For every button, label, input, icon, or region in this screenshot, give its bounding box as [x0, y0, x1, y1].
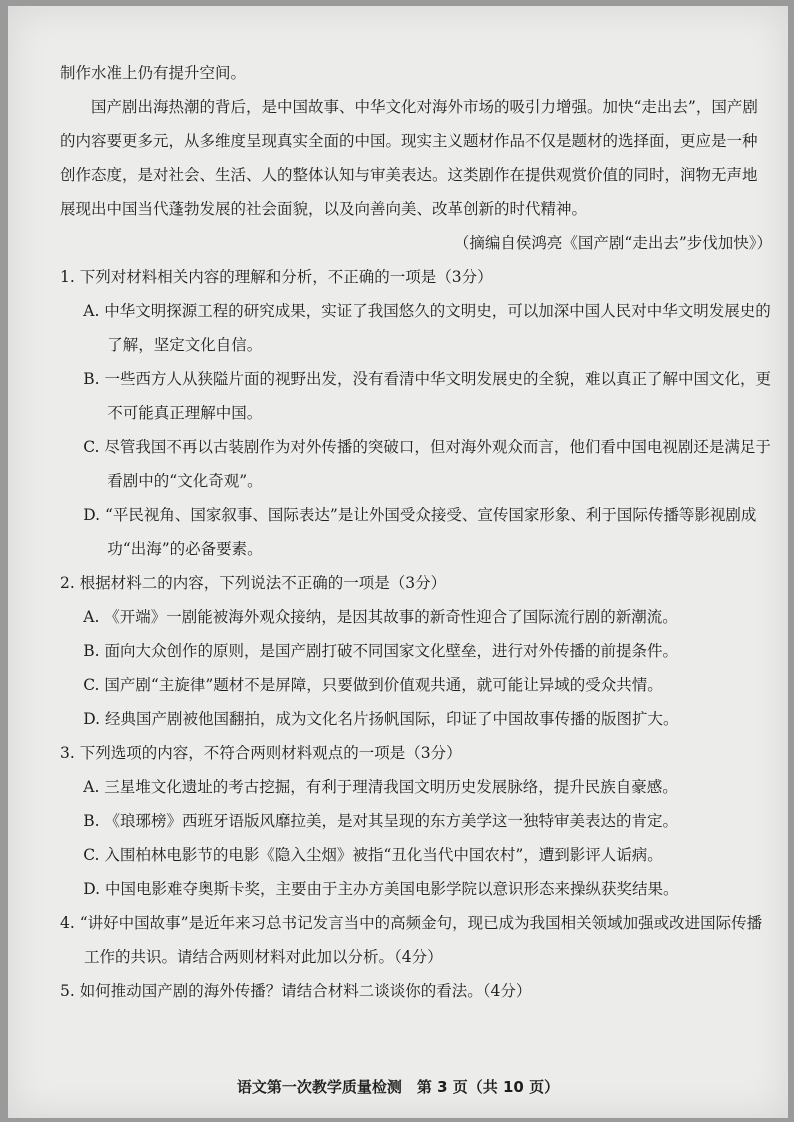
option-c: C. 尽管我国不再以古装剧作为对外传播的突破口，但对海外观众而言，他们看中国电视剧还是满足于看剧中的“文化奇观”。	[83, 438, 771, 490]
question-stem: 5. 如何推动国产剧的海外传播？请结合材料二谈谈你的看法。（4分）	[60, 982, 532, 1000]
passage-source: （摘编自侯鸿亮《国产剧“走出去”步伐加快》）	[453, 234, 772, 252]
exam-page	[8, 6, 788, 1118]
question-4	[60, 906, 772, 974]
option-d: D. “平民视角、国家叙事、国际表达”是让外国受众接受、宣传国家形象、利于国际传播等影视剧成功“出海”的必备要素。	[83, 506, 757, 558]
option-d: D. 中国电影难夺奥斯卡奖，主要由于主办方美国电影学院以意识形态来操纵获奖结果。	[83, 880, 679, 898]
option-a: A. 中华文明探源工程的研究成果，实证了我国悠久的文明史，可以加深中国人民对中华文明发展史的了解，坚定文化自信。	[83, 302, 771, 354]
option-b: B. 面向大众创作的原则，是国产剧打破不同国家文化壁垒，进行对外传播的前提条件。	[83, 642, 678, 660]
option-b: B. 《琅琊榜》西班牙语版风靡拉美，是对其呈现的东方美学这一独特审美表达的肯定。	[83, 812, 678, 830]
question-stem: 1. 下列对材料相关内容的理解和分析，不正确的一项是（3分）	[60, 268, 493, 286]
question-1	[60, 260, 772, 566]
question-stem: 4. “讲好中国故事”是近年来习总书记发言当中的高频金句，现已成为我国相关领域加强或改进国际传播工作的共识。请结合两则材料对此加以分析。（4分）	[60, 914, 763, 966]
option-d: D. 经典国产剧被他国翻拍，成为文化名片扬帆国际，印证了中国故事传播的版图扩大。	[83, 710, 679, 728]
question-2	[60, 566, 772, 736]
page-footer: 语文第一次教学质量检测 第 3 页（共 10 页）	[236, 1078, 560, 1096]
question-stem: 3. 下列选项的内容，不符合两则材料观点的一项是（3分）	[60, 744, 462, 762]
passage-paragraph: 国产剧出海热潮的背后，是中国故事、中华文化对海外市场的吸引力增强。加快“走出去”，国产剧的内容要更多元，从多维度呈现真实全面的中国。现实主义题材作品不仅是题材的选择面，更应是一种创作态度，是对社会、生活、人的整体认知与审美表达。这类剧作在提供观赏价值的同时，润物无声地展现出中国当代蓬勃发展的社会面貌，以及向善向美、改革创新的时代精神。	[60, 98, 758, 218]
question-5	[60, 974, 772, 1008]
page-content	[60, 56, 772, 1008]
option-c: C. 国产剧“主旋律”题材不是屏障，只要做到价值观共通，就可能让异域的受众共情。	[83, 676, 663, 694]
option-a: A. 三星堆文化遗址的考古挖掘，有利于理清我国文明历史发展脉络，提升民族自豪感。	[83, 778, 678, 796]
passage-line-tail: 制作水准上仍有提升空间。	[60, 64, 247, 82]
question-stem: 2. 根据材料二的内容，下列说法不正确的一项是（3分）	[60, 574, 447, 592]
question-3	[60, 736, 772, 906]
option-a: A. 《开端》一剧能被海外观众接纳，是因其故事的新奇性迎合了国际流行剧的新潮流。	[83, 608, 678, 626]
option-c: C. 入围柏林电影节的电影《隐入尘烟》被指“丑化当代中国农村”，遭到影评人诟病。	[83, 846, 663, 864]
option-b: B. 一些西方人从狭隘片面的视野出发，没有看清中华文明发展史的全貌，难以真正了解中国文化，更不可能真正理解中国。	[83, 370, 771, 422]
